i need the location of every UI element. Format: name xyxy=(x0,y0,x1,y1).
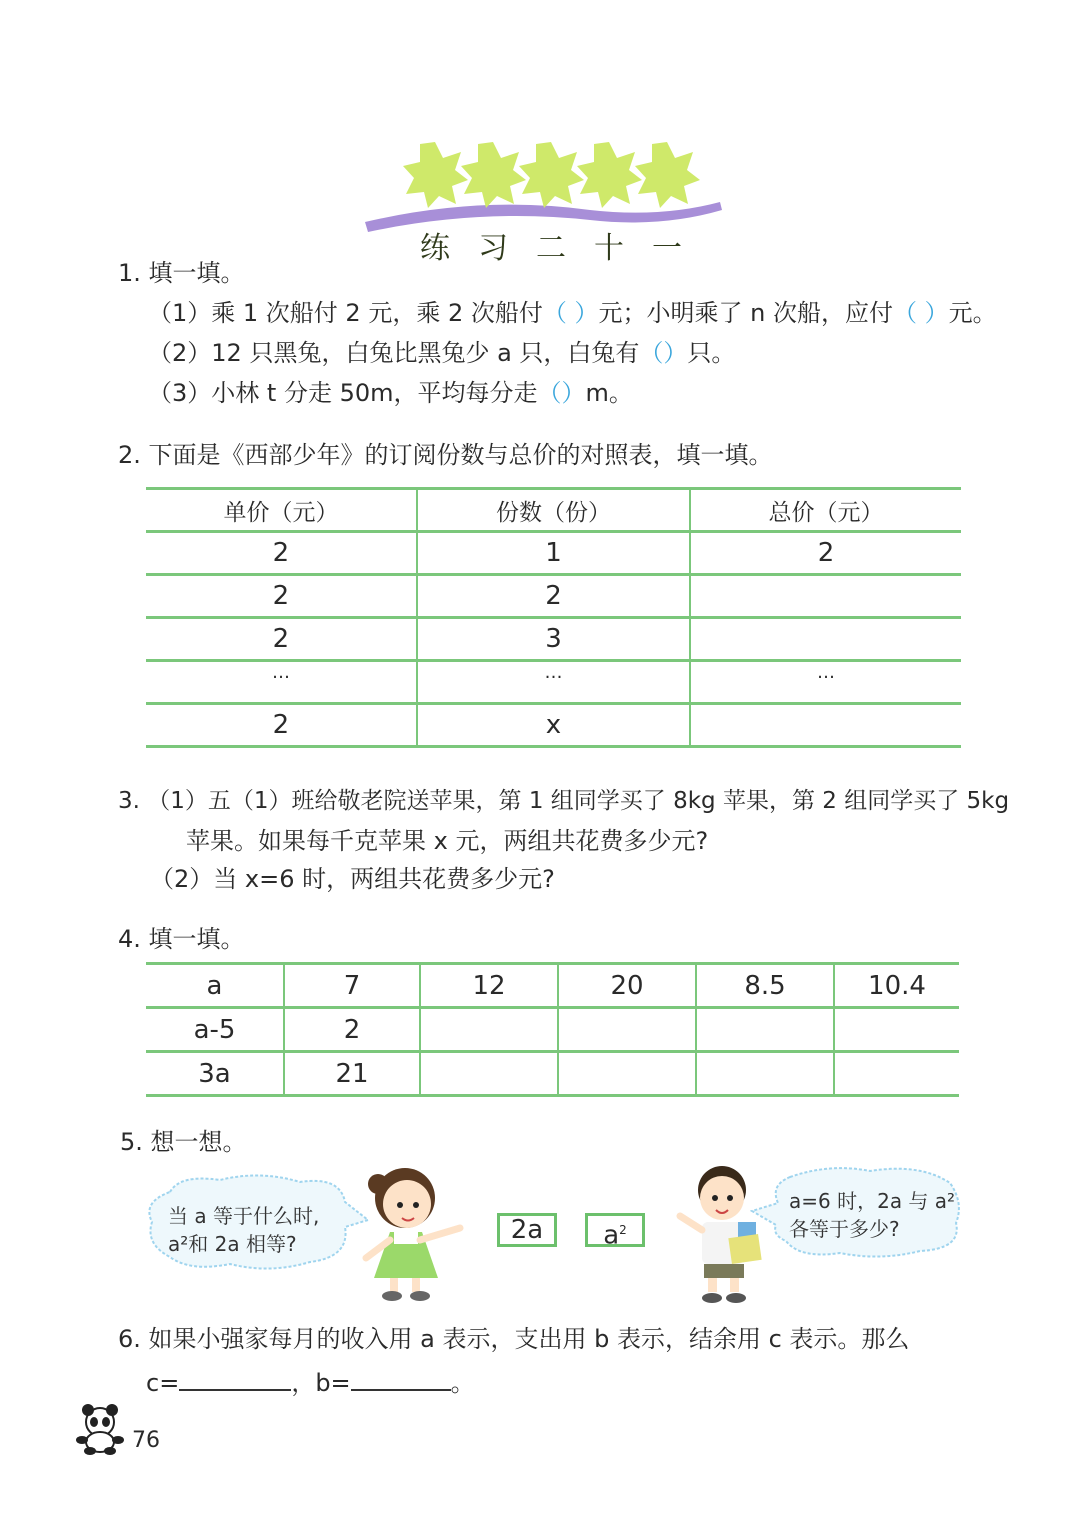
right-bubble-line1: a=6 时，2a 与 a² xyxy=(789,1189,956,1213)
table-cell: 2 xyxy=(690,532,961,575)
subscription-table xyxy=(146,487,961,748)
answer-paren[interactable]: （） xyxy=(639,339,688,367)
q1-p1-text-b: 元；小明乘了 n 次船，应付 xyxy=(598,299,893,327)
table-cell: 8.5 xyxy=(696,964,834,1008)
table-cell: 2 xyxy=(146,618,417,661)
sentence-end: 。 xyxy=(450,1369,475,1397)
table-row xyxy=(146,964,959,1008)
left-bubble-line1: 当 a 等于什么时, xyxy=(168,1204,320,1228)
table-cell: 3 xyxy=(417,618,690,661)
girl-illustration xyxy=(360,1160,470,1305)
title-char: 一 xyxy=(652,231,682,266)
table-cell-blank[interactable] xyxy=(690,575,961,618)
b-label: b= xyxy=(315,1369,351,1397)
q1-p3-text-a: 小林 t 分走 50m，平均每分走 xyxy=(211,379,538,407)
table-row xyxy=(146,1008,959,1052)
table-row xyxy=(146,704,961,747)
q6-line2 xyxy=(146,1367,475,1398)
table-cell-blank[interactable] xyxy=(558,1052,696,1096)
table-header-row xyxy=(146,489,961,532)
table-row xyxy=(146,661,961,704)
q3-line3: （2）当 x=6 时，两组共花费多少元? xyxy=(150,865,555,893)
table-cell: 2 xyxy=(146,704,417,747)
title-char: 习 xyxy=(478,231,508,266)
q5-heading: 5. 想一想。 xyxy=(120,1128,247,1156)
q1-part2 xyxy=(148,338,735,368)
answer-paren[interactable]: （ ） xyxy=(892,299,949,327)
table-cell-blank[interactable] xyxy=(420,1008,558,1052)
table-cell: 2 xyxy=(284,1008,420,1052)
q1-heading: 1. 填一填。 xyxy=(118,259,245,287)
table-cell: … xyxy=(690,661,961,704)
expression-base: a xyxy=(603,1220,620,1251)
table-row xyxy=(146,618,961,661)
left-bubble-line2: a²和 2a 相等? xyxy=(168,1232,297,1256)
table-cell: 20 xyxy=(558,964,696,1008)
table-cell: 3a xyxy=(146,1052,284,1096)
expression-box-2a: 2a xyxy=(497,1213,557,1247)
table-cell: 2 xyxy=(146,575,417,618)
q1-p3-text-b: m。 xyxy=(585,379,633,407)
page-number: 76 xyxy=(132,1428,160,1453)
exercise-title xyxy=(360,140,730,266)
q6-line1: 6. 如果小强家每月的收入用 a 表示，支出用 b 表示，结余用 c 表示。那么 xyxy=(118,1325,910,1353)
q1-p2-text-a: 12 只黑兔，白兔比黑兔少 a 只，白兔有 xyxy=(211,339,640,367)
b-answer-blank[interactable] xyxy=(351,1367,451,1391)
right-bubble-line2: 各等于多少? xyxy=(789,1217,900,1241)
q2-heading: 2. 下面是《西部少年》的订阅份数与总价的对照表，填一填。 xyxy=(118,441,773,469)
c-answer-blank[interactable] xyxy=(179,1367,291,1391)
table-row xyxy=(146,532,961,575)
table-cell: a-5 xyxy=(146,1008,284,1052)
q3-line1: 3. （1）五（1）班给敬老院送苹果，第 1 组同学买了 8kg 苹果，第 2 组同学买了 5kg xyxy=(118,788,1010,814)
separator: ， xyxy=(291,1369,316,1397)
table-cell: 2 xyxy=(417,575,690,618)
table-cell: 7 xyxy=(284,964,420,1008)
table-cell: … xyxy=(146,661,417,704)
table-header-cell: 总价（元） xyxy=(690,489,961,532)
panda-icon xyxy=(72,1400,128,1456)
part-number: （3） xyxy=(148,379,212,407)
title-char: 十 xyxy=(594,231,624,266)
table-cell: 1 xyxy=(417,532,690,575)
table-cell: 10.4 xyxy=(834,964,959,1008)
table-cell-blank[interactable] xyxy=(690,618,961,661)
answer-paren[interactable]: （） xyxy=(537,379,586,407)
table-cell-blank[interactable] xyxy=(690,704,961,747)
table-cell-blank[interactable] xyxy=(696,1008,834,1052)
table-cell: 2 xyxy=(146,532,417,575)
table-header-cell: 份数（份） xyxy=(417,489,690,532)
q4-heading: 4. 填一填。 xyxy=(118,925,245,953)
table-cell: … xyxy=(417,661,690,704)
table-row xyxy=(146,1052,959,1096)
table-header-cell: 单价（元） xyxy=(146,489,417,532)
table-row xyxy=(146,575,961,618)
table-cell: 12 xyxy=(420,964,558,1008)
table-cell-blank[interactable] xyxy=(834,1008,959,1052)
table-cell-blank[interactable] xyxy=(558,1008,696,1052)
expression-box-a-squared xyxy=(585,1213,645,1251)
title-char: 二 xyxy=(536,231,566,266)
expression-exponent: 2 xyxy=(619,1223,627,1237)
table-cell-blank[interactable] xyxy=(696,1052,834,1096)
table-cell: a xyxy=(146,964,284,1008)
part-number: （2） xyxy=(148,339,212,367)
table-cell: x xyxy=(417,704,690,747)
part-number: （1） xyxy=(148,299,212,327)
c-label: c= xyxy=(146,1369,180,1397)
table-cell-blank[interactable] xyxy=(420,1052,558,1096)
q1-p1-text-a: 乘 1 次船付 2 元，乘 2 次船付 xyxy=(211,299,543,327)
table-cell: 21 xyxy=(284,1052,420,1096)
q1-p2-text-b: 只。 xyxy=(687,339,736,367)
title-star-5 xyxy=(632,140,702,266)
answer-paren[interactable]: （ ） xyxy=(542,299,599,327)
q1-p1-text-c: 元。 xyxy=(948,299,997,327)
q1-part1 xyxy=(148,298,997,328)
table-cell-blank[interactable] xyxy=(834,1052,959,1096)
q1-part3 xyxy=(148,378,633,408)
expression-table xyxy=(146,962,959,1097)
title-char: 练 xyxy=(420,231,450,266)
q3-line2: 苹果。如果每千克苹果 x 元，两组共花费多少元? xyxy=(186,827,709,855)
